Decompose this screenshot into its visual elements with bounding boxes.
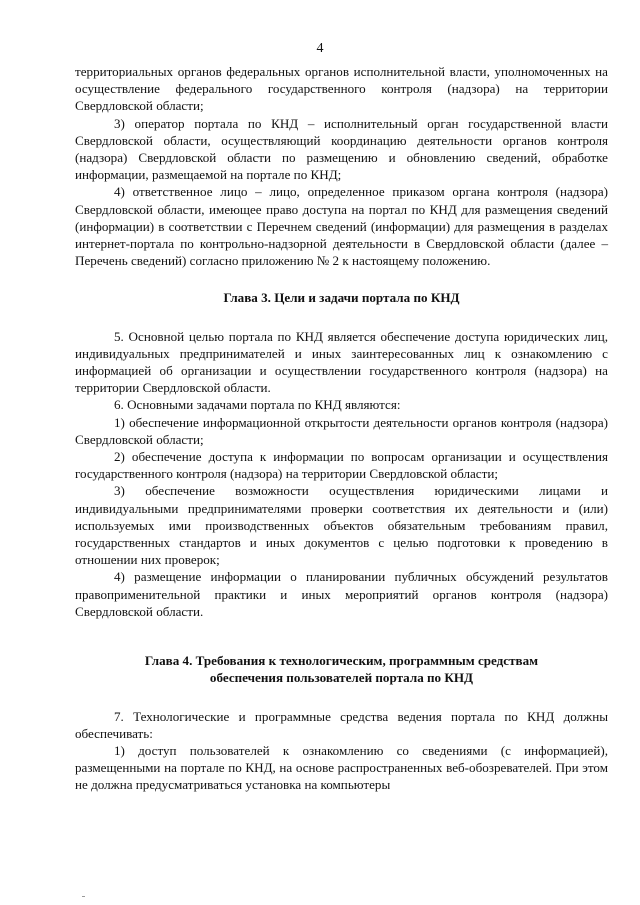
chapter-3-paragraph: 4) размещение информации о планировании публичных обсуждений результатов правоприменительной практики и иных мероприятий органов контроля (надзора) Свердловской области. (75, 569, 608, 619)
document-body (75, 63, 608, 794)
chapter-3-paragraph: 6. Основными задачами портала по КНД являются: (114, 397, 401, 413)
continuation-paragraph: территориальных органов федеральных органов исполнительной власти, уполномоченных на осуществление федерального государственного контроля (надзора) на территории Свердловской области; (75, 64, 608, 114)
chapter-4-paragraph: 1) доступ пользователей к ознакомлению со сведениями (с информацией), размещенными на портале по КНД, на основе распространенных веб-обозревателей. При этом не должна предусматриваться установка на компьютеры (75, 742, 608, 793)
margin-mark (82, 896, 85, 897)
chapter-3-paragraph: 3) обеспечение возможности осуществления юридическими лицами и индивидуальными предпринимателями проверки соответствия их деятельности и (или) используемых ими производственных объектов обязательным требованиям правил, государственных стандартов и иных документов с целью подготовки к проведению в отношении них проверок; (75, 483, 608, 568)
chapter-3-paragraph: 2) обеспечение доступа к информации по вопросам организации и осуществления государственного контроля (надзора) на территории Свердловской области; (75, 449, 608, 482)
chapter-4-heading-line: Глава 4. Требования к технологическим, программным средствам (144, 653, 539, 669)
chapter-3-heading: Глава 3. Цели и задачи портала по КНД (223, 290, 460, 306)
chapter-3-paragraph: 5. Основной целью портала по КНД является обеспечение доступа юридических лиц, индивидуальных предпринимателей и иных заинтересованных лиц к ознакомлению с информацией об организации и осуществлении государственного контроля (надзора) на территории Свердловской области. (75, 328, 608, 396)
chapter-4-heading-line: обеспечения пользователей портала по КНД (209, 670, 474, 686)
chapter-4-heading (75, 652, 608, 686)
chapter-4-paragraph: 7. Технологические и программные средства ведения портала по КНД должны обеспечивать: (75, 708, 608, 741)
definition-operator: 3) оператор портала по КНД – исполнительный орган государственной власти Свердловской области, осуществляющий координацию деятельности органов контроля (надзора) Свердловской области по размещению и обновлению сведений, обработке информации, размещаемой на портале по КНД; (75, 115, 608, 183)
chapter-3-paragraph: 1) обеспечение информационной открытости деятельности органов контроля (надзора) Свердловской области; (75, 414, 608, 447)
page-number: 4 (316, 41, 324, 56)
definition-responsible-person: 4) ответственное лицо – лицо, определенное приказом органа контроля (надзора) Свердловской области, имеющее право доступа на портал по КНД для размещения сведений (информации) в соответствии с Перечнем сведений (информации) для размещения в разделах интернет-портала по контрольно-надзорной деятельности в Свердловской области (далее – Перечень сведений) согласно приложению № 2 к настоящему положению. (75, 184, 608, 269)
